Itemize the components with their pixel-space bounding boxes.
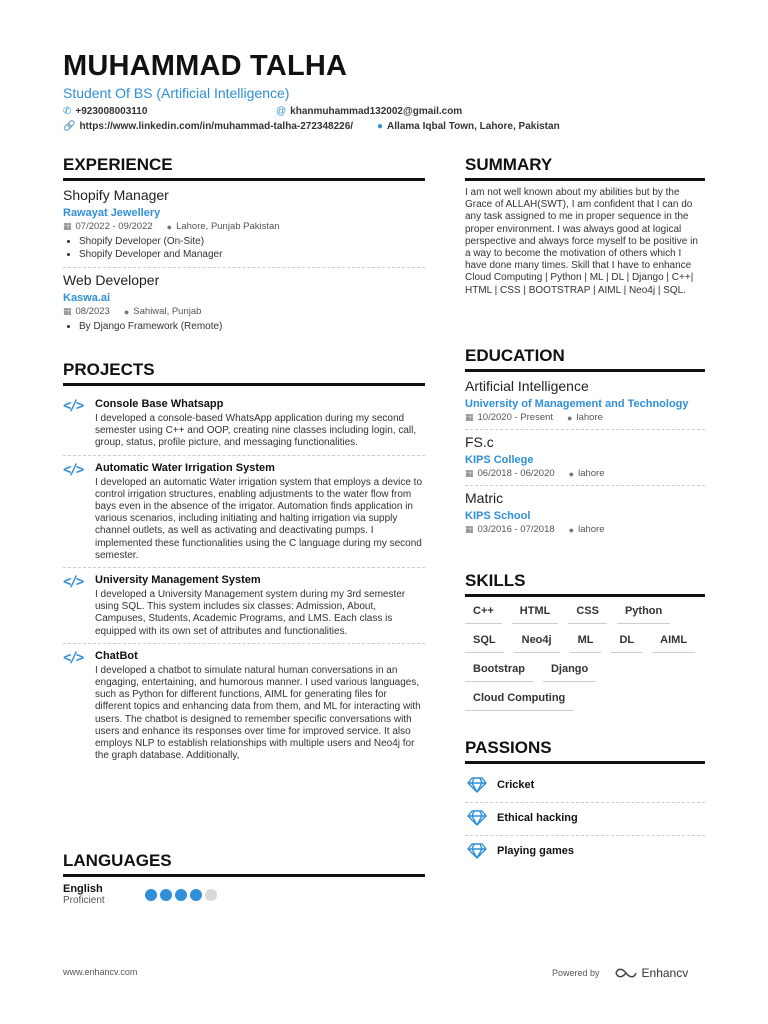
project-description: I developed an automatic Water irrigation system that employs a device to control irrigation structures, enabling adjustments to the water flow from bays even in the absence of the irrigator. Automation finds application in various scenarios, including initiating and halting irrigation via supply channel outlets, as well as activating and deactivating pumps. I implemented these functionalities using the C language during my second semester. bbox=[95, 476, 423, 561]
education-title: EDUCATION bbox=[465, 346, 705, 372]
skill-tag: Cloud Computing bbox=[465, 690, 573, 711]
location: lahore bbox=[578, 468, 605, 479]
location-contact bbox=[377, 121, 560, 132]
calendar-icon: ▦ bbox=[465, 412, 474, 422]
project-item bbox=[63, 568, 425, 644]
education-meta bbox=[465, 468, 705, 479]
divider bbox=[63, 267, 425, 268]
passion-label: Cricket bbox=[497, 779, 535, 791]
role-title: Shopify Manager bbox=[63, 187, 169, 203]
code-icon: </> bbox=[63, 398, 83, 414]
date-range: 07/2022 - 09/2022 bbox=[75, 221, 153, 232]
divider bbox=[465, 429, 705, 430]
company-name: Rawayat Jewellery bbox=[63, 207, 161, 219]
enhancv-logo-icon bbox=[614, 967, 638, 979]
role-title: Web Developer bbox=[63, 272, 160, 288]
summary-section bbox=[465, 155, 705, 297]
rating-dot bbox=[205, 889, 217, 901]
project-description: I developed a chatbot to simulate natural human conversations in an engaging, entertaining, and humorous manner. I used various languages, such as Python for different functions, AIML for generating files for different topics and enhancing data from them, and ML for interacting with users. The chatbot is designed to remember specific conversations with users and enhance its responses over time for improved service. It also employs NLP to establish relationships with multiple users and Neo4j for the graph database. Additionally, bbox=[95, 664, 421, 762]
language-level: Proficient bbox=[63, 895, 105, 906]
skill-tag: Neo4j bbox=[514, 632, 560, 653]
bullet-list bbox=[63, 235, 425, 261]
calendar-icon: ▦ bbox=[465, 524, 474, 534]
experience-title: EXPERIENCE bbox=[63, 155, 425, 181]
code-icon: </> bbox=[63, 461, 83, 478]
education-meta bbox=[465, 412, 705, 423]
diamond-icon bbox=[467, 810, 487, 826]
languages-section bbox=[63, 851, 425, 906]
projects-title: PROJECTS bbox=[63, 360, 425, 386]
project-title: Console Base Whatsapp bbox=[95, 398, 224, 410]
project-description: I developed a University Management system during my 3rd semester using SQL. This system includes six classes: Admission, About, Campuses, Students, Academic Programs, and LMS. Each class is equipped with its own set of attributes and functionalities. bbox=[95, 589, 406, 637]
email-contact[interactable] bbox=[276, 106, 462, 117]
skill-tag: DL bbox=[611, 632, 642, 653]
experience-meta bbox=[63, 221, 425, 232]
location-pin-icon: ● bbox=[166, 221, 173, 232]
skill-tag: AIML bbox=[652, 632, 695, 653]
bullet-item: • By Django Framework (Remote) bbox=[79, 320, 425, 333]
rating-dot bbox=[190, 889, 202, 901]
projects-section bbox=[63, 360, 425, 767]
passion-label: Ethical hacking bbox=[497, 812, 578, 824]
skills-list bbox=[465, 603, 705, 711]
location-pin-icon: ● bbox=[123, 306, 130, 317]
footer-website[interactable]: www.enhancv.com bbox=[63, 967, 138, 977]
experience-meta bbox=[63, 306, 425, 317]
education-item bbox=[465, 378, 705, 430]
phone-text: +923008003110 bbox=[75, 106, 148, 117]
passions-title: PASSIONS bbox=[465, 738, 705, 764]
bullet-list bbox=[63, 320, 425, 333]
phone-icon: ✆ bbox=[63, 106, 72, 117]
bullet-item: • Shopify Developer (On-Site) bbox=[79, 235, 425, 248]
powered-by-label: Powered by bbox=[552, 968, 600, 978]
education-item bbox=[465, 434, 705, 486]
skill-tag: Python bbox=[617, 603, 670, 624]
project-item bbox=[63, 644, 425, 768]
at-icon: @ bbox=[276, 106, 287, 117]
skill-tag: Django bbox=[543, 661, 596, 682]
calendar-icon: ▦ bbox=[63, 306, 72, 316]
degree: Artificial Intelligence bbox=[465, 378, 589, 394]
linkedin-text[interactable]: https://www.linkedin.com/in/muhammad-talha-272348226/ bbox=[79, 121, 354, 132]
diamond-icon bbox=[467, 843, 487, 859]
education-section bbox=[465, 346, 705, 535]
date-range: 10/2020 - Present bbox=[477, 412, 554, 423]
skills-title: SKILLS bbox=[465, 571, 705, 597]
date-range: 08/2023 bbox=[75, 306, 110, 317]
language-item bbox=[63, 883, 425, 906]
location-pin-icon: ● bbox=[568, 468, 575, 479]
experience-section bbox=[63, 155, 425, 333]
location-pin-icon: ● bbox=[567, 412, 573, 423]
company-name: Kaswa.ai bbox=[63, 292, 111, 304]
skill-tag: C++ bbox=[465, 603, 502, 624]
skill-tag: CSS bbox=[568, 603, 607, 624]
location: Sahiwal, Punjab bbox=[133, 306, 202, 317]
passion-item bbox=[465, 770, 705, 803]
location-text: Allama Iqbal Town, Lahore, Pakistan bbox=[387, 121, 560, 132]
location: lahore bbox=[576, 412, 603, 423]
passion-item bbox=[465, 836, 705, 868]
project-title: University Management System bbox=[95, 574, 261, 587]
location: lahore bbox=[578, 524, 605, 535]
brand-logo bbox=[614, 966, 689, 980]
skill-tag: Bootstrap bbox=[465, 661, 533, 682]
experience-item bbox=[63, 187, 425, 268]
passion-item bbox=[465, 803, 705, 836]
passion-label: Playing games bbox=[497, 845, 575, 857]
experience-item bbox=[63, 272, 425, 333]
date-range: 06/2018 - 06/2020 bbox=[477, 468, 555, 479]
code-icon: </> bbox=[63, 574, 83, 591]
rating-dot bbox=[160, 889, 172, 901]
project-item bbox=[63, 392, 425, 456]
calendar-icon: ▦ bbox=[465, 468, 474, 478]
school: KIPS School bbox=[465, 510, 531, 522]
diamond-icon bbox=[467, 777, 487, 793]
link-icon: 🔗 bbox=[63, 121, 76, 132]
school: University of Management and Technology bbox=[465, 398, 689, 410]
skill-tag: SQL bbox=[465, 632, 504, 653]
skill-tag: HTML bbox=[512, 603, 559, 624]
education-meta bbox=[465, 524, 705, 535]
rating-dot bbox=[175, 889, 187, 901]
project-description: I developed a console-based WhatsApp application during my second semester using C++ and OOP, creating nine classes including login, call, group, status, profile picture, and messaging functionalities. bbox=[95, 413, 417, 449]
school: KIPS College bbox=[465, 454, 534, 466]
degree: FS.c bbox=[465, 434, 494, 450]
skills-section bbox=[465, 571, 705, 711]
project-item bbox=[63, 456, 425, 568]
location-pin-icon: ● bbox=[568, 524, 575, 535]
project-title: ChatBot bbox=[95, 649, 138, 662]
summary-text: I am not well known about my abilities but by the Grace of ALLAH(SWT), I am confident that I can do any task assigned to me in proper sequence in the proper environment. I was always good at logical perspective and always force myself to be positive in a way to become the motivation of others which I have done many times. Skill that I have to enhance Cloud Computing | Python | ML | DL | Django | C++| HTML | CSS | BOOTSTRAP | AIML | Neo4j | SQL. bbox=[465, 187, 698, 296]
linkedin-contact[interactable] bbox=[63, 121, 353, 132]
calendar-icon: ▦ bbox=[63, 221, 72, 231]
code-icon: </> bbox=[63, 649, 83, 666]
phone-contact bbox=[63, 106, 147, 117]
language-rating bbox=[145, 889, 217, 901]
languages-title: LANGUAGES bbox=[63, 851, 425, 877]
location: Lahore, Punjab Pakistan bbox=[176, 221, 280, 232]
resume-subtitle: Student Of BS (Artificial Intelligence) bbox=[63, 85, 290, 101]
language-name: English bbox=[63, 883, 103, 895]
passions-section bbox=[465, 738, 705, 868]
date-range: 03/2016 - 07/2018 bbox=[477, 524, 555, 535]
email-text[interactable]: khanmuhammad132002@gmail.com bbox=[290, 106, 463, 117]
footer-branding bbox=[552, 966, 688, 980]
rating-dot bbox=[145, 889, 157, 901]
brand-name: Enhancv bbox=[641, 966, 689, 980]
divider bbox=[465, 485, 705, 486]
resume-name: MUHAMMAD TALHA bbox=[63, 50, 348, 82]
bullet-item: • Shopify Developer and Manager bbox=[79, 248, 425, 261]
degree: Matric bbox=[465, 490, 504, 506]
summary-title: SUMMARY bbox=[465, 155, 705, 181]
education-item bbox=[465, 490, 705, 535]
skill-tag: ML bbox=[570, 632, 602, 653]
location-pin-icon: ● bbox=[377, 121, 384, 132]
project-title: Automatic Water Irrigation System bbox=[95, 461, 275, 474]
